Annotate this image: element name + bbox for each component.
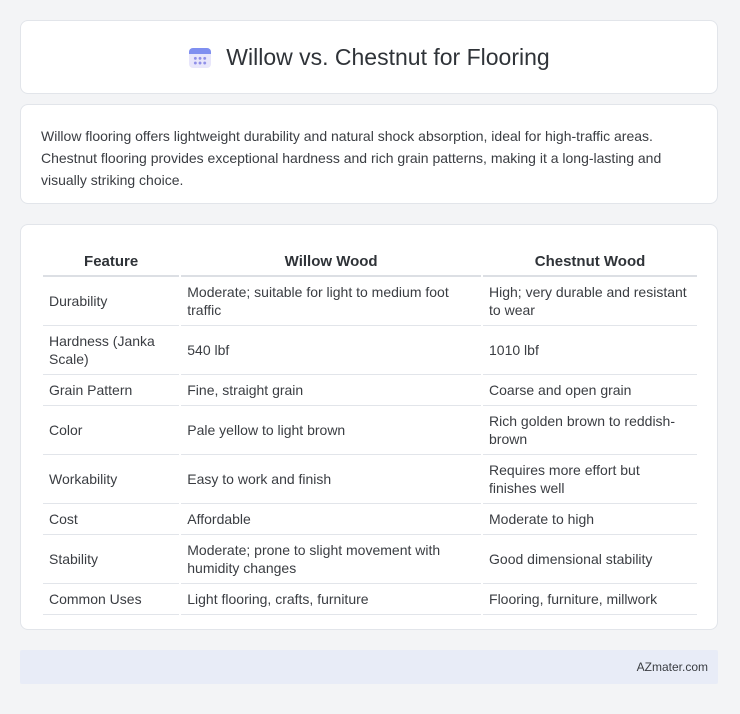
- description-card: [20, 104, 718, 204]
- willow-cell: Moderate; prone to slight movement with humidity changes: [181, 535, 481, 584]
- table-header-row: [43, 243, 697, 277]
- willow-cell: Pale yellow to light brown: [181, 406, 481, 455]
- column-header-feature: Feature: [43, 243, 179, 277]
- feature-cell: Hardness (Janka Scale): [43, 326, 179, 375]
- table-row: [43, 504, 697, 535]
- feature-cell: Cost: [43, 504, 179, 535]
- chestnut-cell: Flooring, furniture, millwork: [483, 584, 697, 615]
- chestnut-cell: Moderate to high: [483, 504, 697, 535]
- table-row: [43, 326, 697, 375]
- description-text: Willow flooring offers lightweight durability and natural shock absorption, ideal for high-traffic areas. Chestnut flooring provides exceptional hardness and rich grain patterns, making it a long-lasting and visually striking choice.: [41, 128, 662, 188]
- willow-cell: Easy to work and finish: [181, 455, 481, 504]
- table-row: [43, 277, 697, 326]
- table-row: [43, 455, 697, 504]
- feature-cell: Durability: [43, 277, 179, 326]
- chestnut-cell: Requires more effort but finishes well: [483, 455, 697, 504]
- chestnut-cell: Rich golden brown to reddish-brown: [483, 406, 697, 455]
- feature-cell: Color: [43, 406, 179, 455]
- column-header-willow: Willow Wood: [181, 243, 481, 277]
- chestnut-cell: High; very durable and resistant to wear: [483, 277, 697, 326]
- page-title: Willow vs. Chestnut for Flooring: [226, 43, 550, 70]
- footer-brand: AZmater.com: [636, 660, 708, 674]
- willow-cell: Light flooring, crafts, furniture: [181, 584, 481, 615]
- table-row: [43, 584, 697, 615]
- table-row: [43, 406, 697, 455]
- table-row: [43, 375, 697, 406]
- feature-cell: Stability: [43, 535, 179, 584]
- chestnut-cell: Coarse and open grain: [483, 375, 697, 406]
- feature-cell: Workability: [43, 455, 179, 504]
- willow-cell: 540 lbf: [181, 326, 481, 375]
- willow-cell: Fine, straight grain: [181, 375, 481, 406]
- feature-cell: Common Uses: [43, 584, 179, 615]
- chestnut-cell: 1010 lbf: [483, 326, 697, 375]
- title-card: [20, 20, 718, 94]
- feature-cell: Grain Pattern: [43, 375, 179, 406]
- comparison-table: [41, 243, 699, 615]
- column-header-chestnut: Chestnut Wood: [483, 243, 697, 277]
- chestnut-cell: Good dimensional stability: [483, 535, 697, 584]
- willow-cell: Affordable: [181, 504, 481, 535]
- footer: [20, 650, 718, 684]
- calendar-icon: [188, 45, 212, 69]
- title-wrap: [188, 44, 549, 71]
- table-row: [43, 535, 697, 584]
- comparison-table-card: [20, 224, 718, 630]
- willow-cell: Moderate; suitable for light to medium foot traffic: [181, 277, 481, 326]
